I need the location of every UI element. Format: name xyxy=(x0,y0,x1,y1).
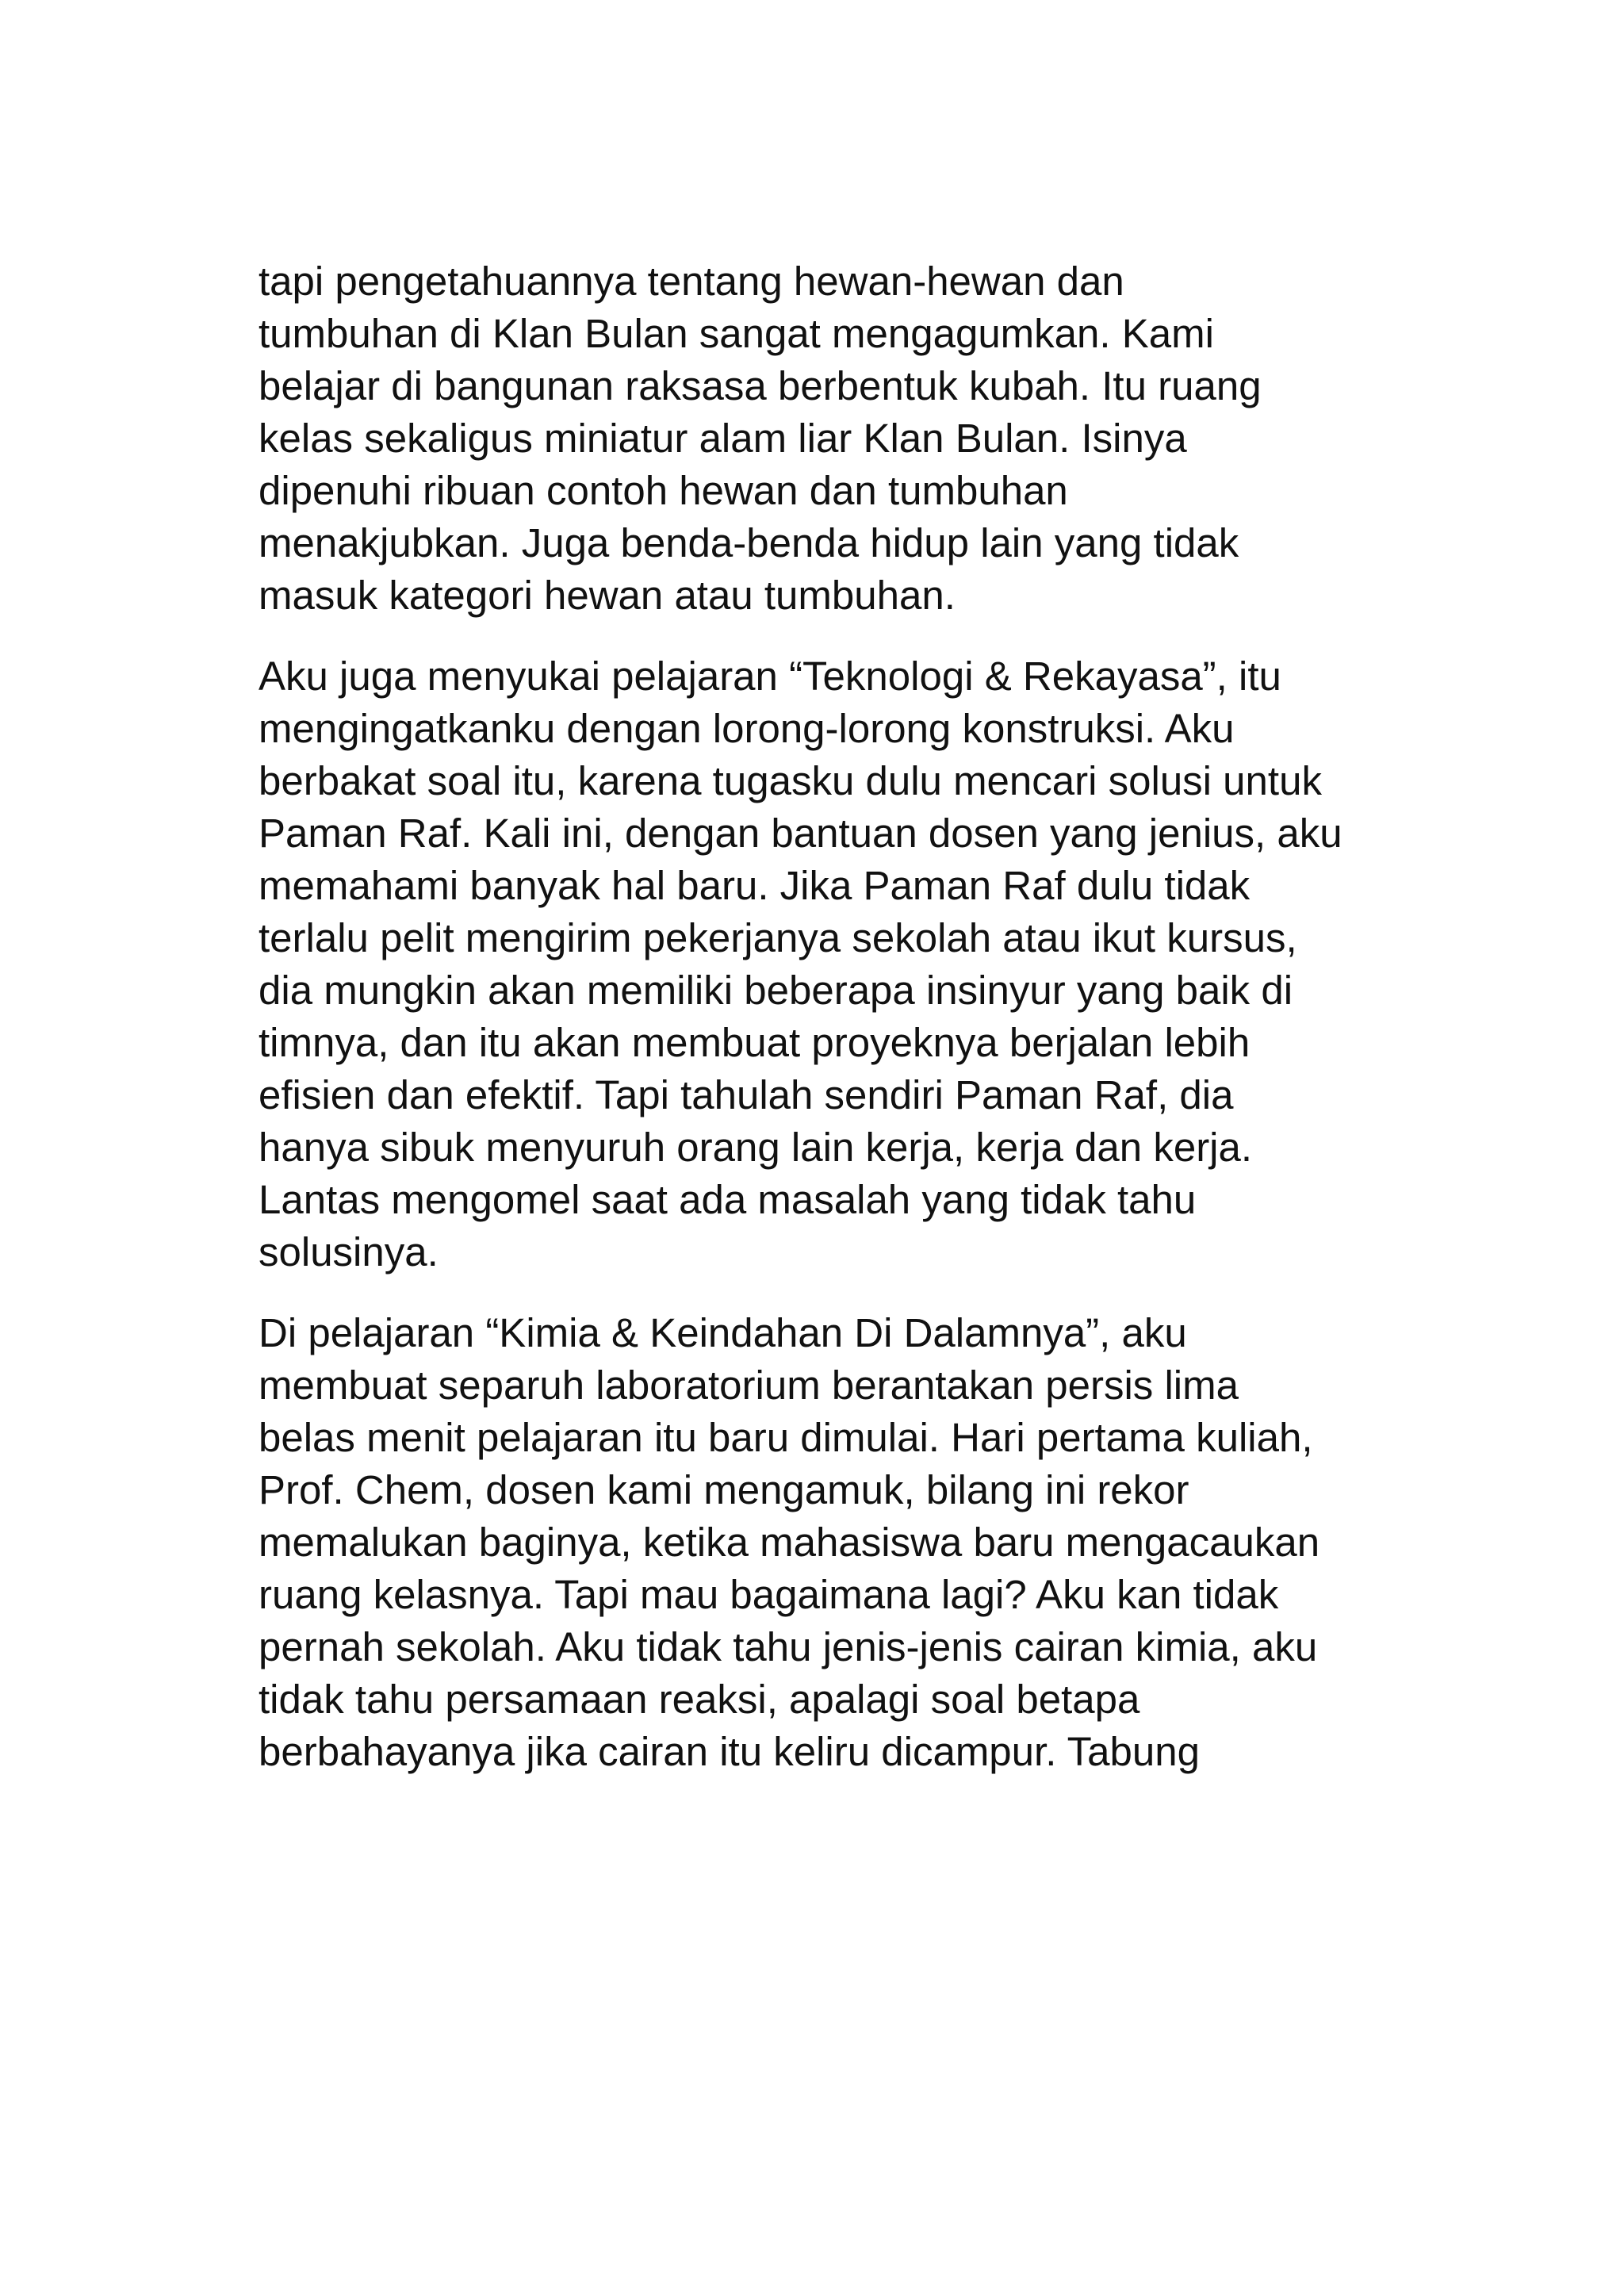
text-line: Paman Raf. Kali ini, dengan bantuan dosen yang jenius, aku xyxy=(259,811,1342,856)
paragraph-2 xyxy=(259,650,1408,1278)
text-line: terlalu pelit mengirim pekerjanya sekolah atau ikut kursus, xyxy=(259,915,1297,960)
text-line: kelas sekaligus miniatur alam liar Klan Bulan. Isinya xyxy=(259,416,1187,461)
text-line: belas menit pelajaran itu baru dimulai. Hari pertama kuliah, xyxy=(259,1415,1313,1460)
document-body xyxy=(259,255,1408,1807)
text-line: memalukan baginya, ketika mahasiswa baru mengacaukan xyxy=(259,1520,1320,1565)
text-line: membuat separuh laboratorium berantakan persis lima xyxy=(259,1363,1239,1408)
text-line: hanya sibuk menyuruh orang lain kerja, kerja dan kerja. xyxy=(259,1125,1253,1170)
text-line: memahami banyak hal baru. Jika Paman Raf dulu tidak xyxy=(259,863,1251,908)
paragraph-1 xyxy=(259,255,1408,622)
text-line: dipenuhi ribuan contoh hewan dan tumbuhan xyxy=(259,468,1068,513)
text-line: solusinya. xyxy=(259,1229,439,1274)
text-line: menakjubkan. Juga benda-benda hidup lain yang tidak xyxy=(259,520,1239,565)
text-line: Lantas mengomel saat ada masalah yang tidak tahu xyxy=(259,1177,1197,1222)
text-line: Aku juga menyukai pelajaran “Teknologi & Rekayasa”, itu xyxy=(259,654,1281,699)
text-line: dia mungkin akan memiliki beberapa insinyur yang baik di xyxy=(259,968,1293,1013)
text-line: masuk kategori hewan atau tumbuhan. xyxy=(259,573,956,618)
text-line: berbahayanya jika cairan itu keliru dicampur. Tabung xyxy=(259,1729,1200,1774)
text-line: Prof. Chem, dosen kami mengamuk, bilang ini rekor xyxy=(259,1467,1189,1512)
text-line: tapi pengetahuannya tentang hewan-hewan dan xyxy=(259,259,1124,304)
text-line: tidak tahu persamaan reaksi, apalagi soal betapa xyxy=(259,1677,1140,1722)
text-line: berbakat soal itu, karena tugasku dulu mencari solusi untuk xyxy=(259,758,1322,803)
text-line: Di pelajaran “Kimia & Keindahan Di Dalamnya”, aku xyxy=(259,1310,1187,1355)
text-line: belajar di bangunan raksasa berbentuk kubah. Itu ruang xyxy=(259,363,1262,408)
text-line: tumbuhan di Klan Bulan sangat mengagumkan. Kami xyxy=(259,311,1214,356)
text-line: ruang kelasnya. Tapi mau bagaimana lagi? Aku kan tidak xyxy=(259,1572,1279,1617)
text-line: pernah sekolah. Aku tidak tahu jenis-jenis cairan kimia, aku xyxy=(259,1624,1318,1669)
text-line: mengingatkanku dengan lorong-lorong konstruksi. Aku xyxy=(259,706,1235,751)
text-line: timnya, dan itu akan membuat proyeknya berjalan lebih xyxy=(259,1020,1251,1065)
text-line: efisien dan efektif. Tapi tahulah sendiri Paman Raf, dia xyxy=(259,1072,1234,1117)
paragraph-3 xyxy=(259,1307,1408,1778)
